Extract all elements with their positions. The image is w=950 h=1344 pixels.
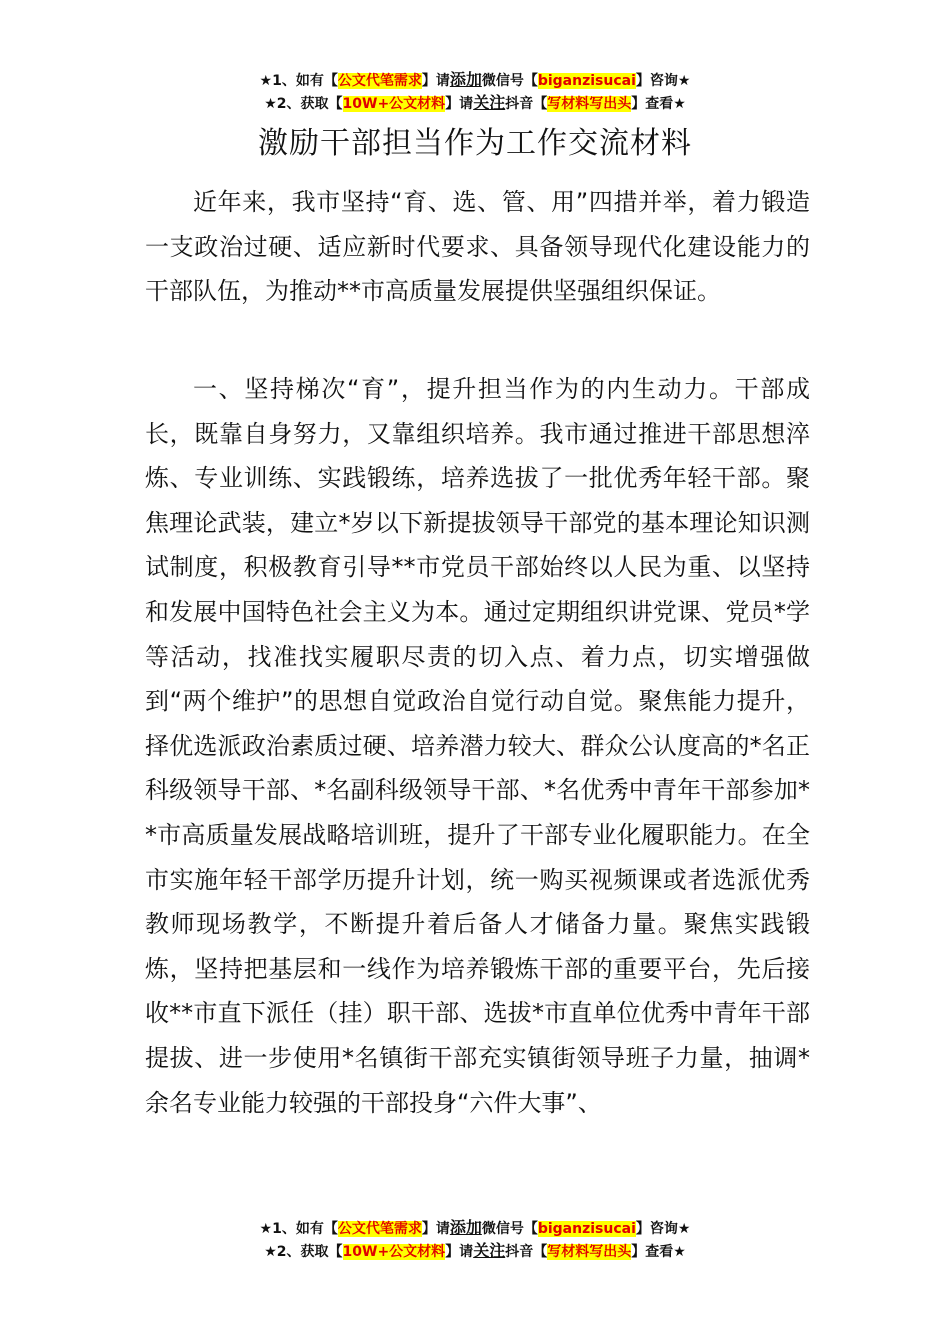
- promo-text: ★2、获取【: [264, 1244, 343, 1260]
- underlined-text: 添加: [449, 70, 482, 89]
- underlined-text: 关注: [473, 93, 506, 112]
- promo-text: 抖音【: [505, 96, 548, 112]
- bottom-promo-banner: [0, 1217, 950, 1263]
- promo-text: 】请: [445, 1244, 474, 1260]
- promo-text: 微信号【: [481, 73, 538, 89]
- paragraph-block: [145, 180, 810, 314]
- promo-text: 】请: [421, 73, 450, 89]
- highlight-text: 10W+公文材料: [342, 1244, 446, 1260]
- highlight-text: biganzisucai: [537, 1221, 636, 1237]
- highlight-text: 10W+公文材料: [342, 96, 446, 112]
- promo-text: ★1、如有【: [259, 73, 338, 89]
- highlight-text: 写材料写出头: [547, 96, 632, 112]
- promo-line-1: [0, 1217, 950, 1240]
- highlight-text: biganzisucai: [537, 73, 636, 89]
- promo-text: 】请: [421, 1221, 450, 1237]
- promo-text: ★2、获取【: [264, 96, 343, 112]
- body-paragraph: 一、坚持梯次“育”，提升担当作为的内生动力。干部成长，既靠自身努力，又靠组织培养。我市通过推进干部思想淬炼、专业训练、实践锻练，培养选拔了一批优秀年轻干部。聚焦理论武装，建立*岁以下新提拔领导干部党的基本理论知识测试制度，积极教育引导**市党员干部始终以人民为重、以坚持和发展中国特色社会主义为本。通过定期组织讲党课、党员*学等活动，找准找实履职尽责的切入点、着力点，切实增强做到“两个维护”的思想自觉政治自觉行动自觉。聚焦能力提升，择优选派政治素质过硬、培养潜力较大、群众公认度高的*名正科级领导干部、*名副科级领导干部、*名优秀中青年干部参加**市高质量发展战略培训班，提升了干部专业化履职能力。在全市实施年轻干部学历提升计划，统一购买视频课或者选派优秀教师现场教学，不断提升着后备人才储备力量。聚焦实践锻炼，坚持把基层和一线作为培养锻炼干部的重要平台，先后接收**市直下派任（挂）职干部、选拔*市直单位优秀中青年干部提拔、进一步使用*名镇街干部充实镇街领导班子力量，抽调*余名专业能力较强的干部投身“六件大事”、: [145, 375, 810, 1117]
- promo-line-2: [0, 92, 950, 115]
- underlined-text: 关注: [473, 1241, 506, 1260]
- promo-text: 抖音【: [505, 1244, 548, 1260]
- promo-line-1: [0, 69, 950, 92]
- promo-text: 】咨询★: [635, 73, 691, 89]
- highlight-text: 公文代笔需求: [337, 73, 422, 89]
- promo-text: 】查看★: [631, 1244, 686, 1260]
- underlined-text: 添加: [449, 1218, 482, 1237]
- promo-text: 】咨询★: [635, 1221, 691, 1237]
- promo-line-2: [0, 1240, 950, 1263]
- highlight-text: 写材料写出头: [547, 1244, 632, 1260]
- promo-text: 】请: [445, 96, 474, 112]
- document-title: 激励干部担当作为工作交流材料: [258, 126, 692, 161]
- body-paragraph: 近年来，我市坚持“育、选、管、用”四措并举，着力锻造一支政治过硬、适应新时代要求、具备领导现代化建设能力的干部队伍，为推动**市高质量发展提供坚强组织保证。: [145, 188, 810, 306]
- paragraph-block: [145, 367, 810, 1125]
- promo-text: 】查看★: [631, 96, 686, 112]
- promo-text: 微信号【: [481, 1221, 538, 1237]
- highlight-text: 公文代笔需求: [337, 1221, 422, 1237]
- promo-text: ★1、如有【: [259, 1221, 338, 1237]
- top-promo-banner: [0, 69, 950, 115]
